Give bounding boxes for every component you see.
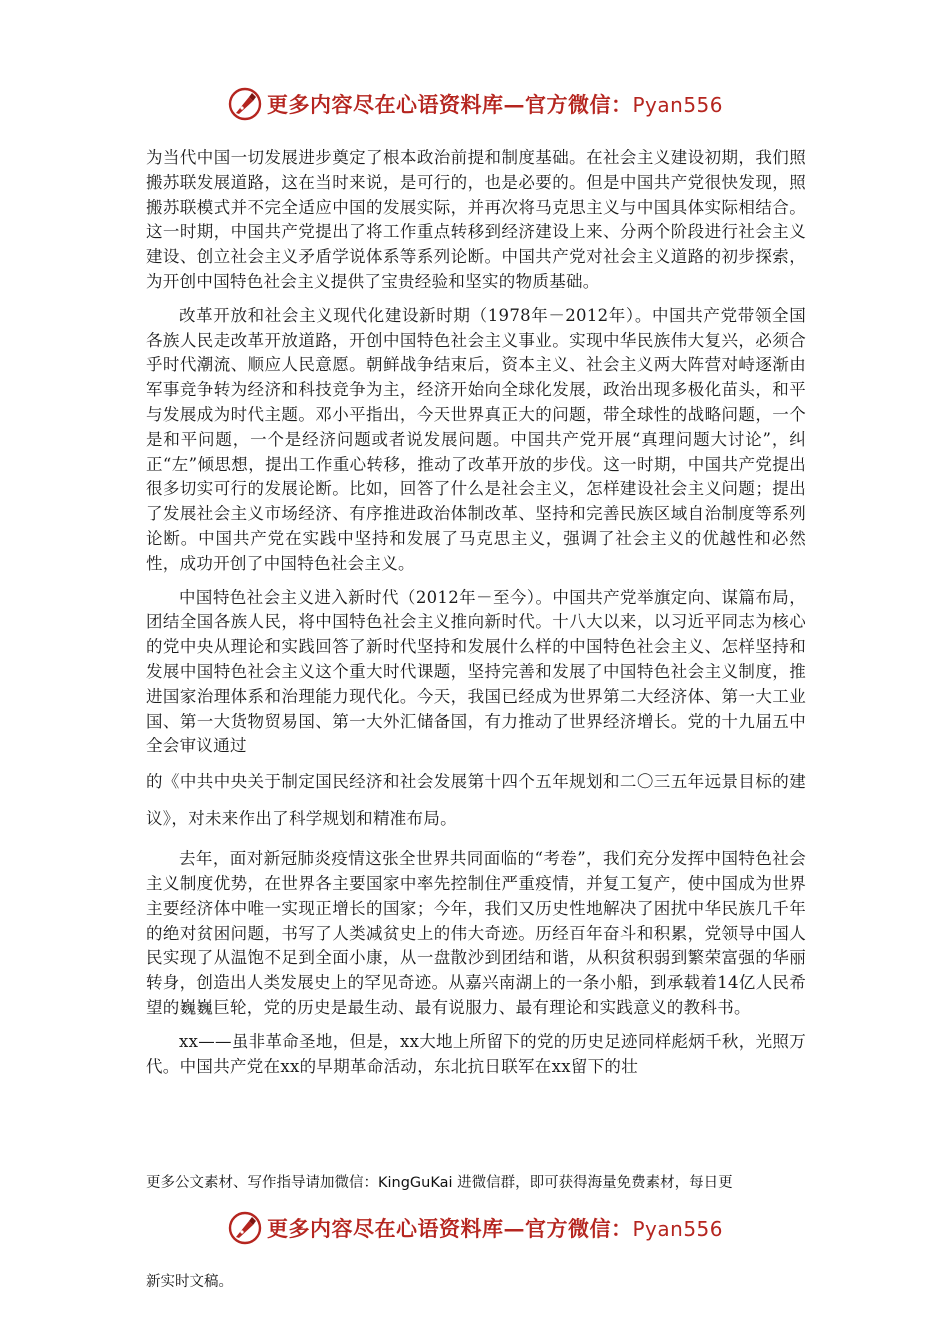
banner-text: [267, 89, 723, 119]
paragraph: 中国特色社会主义进入新时代（2012年－至今）。中国共产党举旗定向、谋篇布局，团结全国各族人民，将中国特色社会主义推向新时代。十八大以来，以习近平同志为核心的党中央从理论和实践回答了新时代坚持和发展什么样的中国特色社会主义、怎样坚持和发展中国特色社会主义这个重大时代课题，坚持完善和发展了中国特色社会主义制度，推进国家治理体系和治理能力现代化。今天，我国已经成为世界第二大经济体、第一大工业国、第一大货物贸易国、第一大外汇储备国，有力推动了世界经济增长。党的十九届五中全会审议通过: [146, 587, 806, 756]
paragraph: 为当代中国一切发展进步奠定了根本政治前提和制度基础。在社会主义建设初期，我们照搬苏联发展道路，这在当时来说，是可行的，也是必要的。但是中国共产党很快发现，照搬苏联模式并不完全适应中国的发展实际，并再次将马克思主义与中国具体实际相结合。这一时期，中国共产党提出了将工作重点转移到经济建设上来、分两个阶段进行社会主义建设、创立社会主义矛盾学说体系等系列论断。中国共产党对社会主义道路的初步探索，为开创中国特色社会主义提供了宝贵经验和坚实的物质基础。: [146, 148, 806, 291]
footer-promo-line: 更多公文素材、写作指导请加微信：KingGuKai 进微信群，即可获得海量免费素材，每日更: [146, 1175, 733, 1191]
paragraph: 改革开放和社会主义现代化建设新时期（1978年－2012年）。中国共产党带领全国各族人民走改革开放道路，开创中国特色社会主义事业。实现中华民族伟大复兴，必须合乎时代潮流、顺应人民意愿。朝鲜战争结束后，资本主义、社会主义两大阵营对峙逐渐由军事竞争转为经济和科技竞争为主，经济开始向全球化发展，政治出现多极化苗头，和平与发展成为时代主题。邓小平指出，今天世界真正大的问题，带全球性的战略问题，一个是和平问题，一个是经济问题或者说发展问题。中国共产党开展“真理问题大讨论”，纠正“左”倾思想，提出工作重心转移，推动了改革开放的步伐。这一时期，中国共产党提出很多切实可行的发展论断。比如，回答了什么是社会主义，怎样建设社会主义问题；提出了发展社会主义市场经济、有序推进政治体制改革、坚持和完善民族区域自治制度等系列论断。中国共产党在实践中坚持和发展了马克思主义，强调了社会主义的优越性和必然性，成功开创了中国特色社会主义。: [146, 305, 806, 573]
banner-label: 更多内容尽在心语资料库—官方微信：: [266, 92, 633, 117]
document-body: [146, 146, 806, 1088]
banner-label: 更多内容尽在心语资料库—官方微信：: [266, 1216, 633, 1241]
footer-promo-line-continued: 新实时文稿。: [146, 1274, 233, 1290]
paragraph: xx——虽非革命圣地，但是，xx大地上所留下的党的历史足迹同样彪炳千秋，光照万代。中国共产党在xx的早期革命活动，东北抗日联军在xx留下的壮: [146, 1031, 806, 1076]
pen-nib-logo-icon: [227, 1210, 263, 1246]
banner-text: [267, 1213, 723, 1243]
pen-nib-logo-icon: [227, 86, 263, 122]
footer-watermark-banner: [0, 1208, 950, 1248]
banner-wechat-id: Pyan556: [632, 1217, 723, 1241]
header-watermark-banner: [0, 84, 950, 124]
banner-wechat-id: Pyan556: [632, 93, 723, 117]
paragraph: 去年，面对新冠肺炎疫情这张全世界共同面临的“考卷”，我们充分发挥中国特色社会主义制度优势，在世界各主要国家中率先控制住严重疫情，并复工复产，使中国成为世界主要经济体中唯一实现正增长的国家；今年，我们又历史性地解决了困扰中华民族几千年的绝对贫困问题，书写了人类减贫史上的伟大奇迹。历经百年奋斗和积累，党领导中国人民实现了从温饱不足到全面小康，从一盘散沙到团结和谐，从积贫积弱到繁荣富强的华丽转身，创造出人类发展史上的罕见奇迹。从嘉兴南湖上的一条小船，到承载着14亿人民希望的巍巍巨轮，党的历史是最生动、最有说服力、最有理论和实践意义的教科书。: [146, 849, 806, 1017]
paragraph-continuation: 的《中共中央关于制定国民经济和社会发展第十四个五年规划和二〇三五年远景目标的建议》，对未来作出了科学规划和精准布局。: [146, 772, 806, 829]
